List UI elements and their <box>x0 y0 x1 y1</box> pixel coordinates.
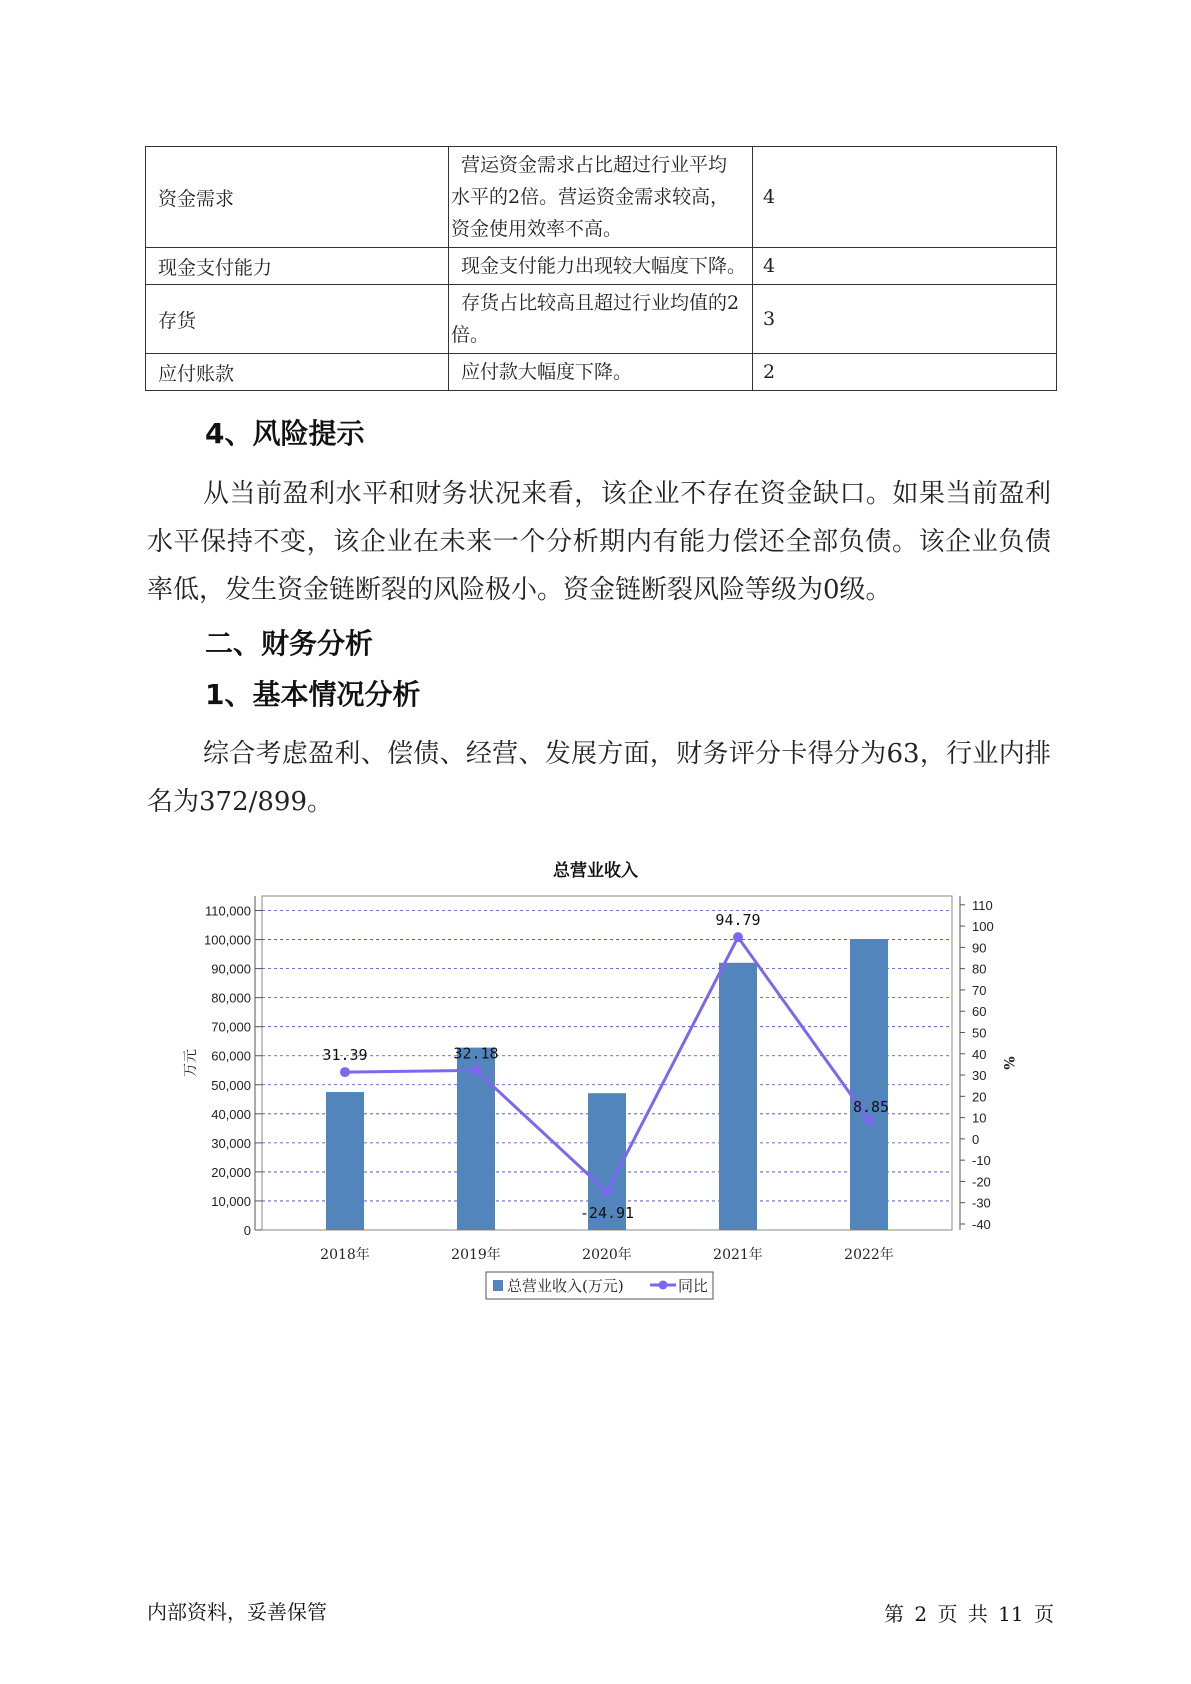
risk-description-line: 水平的2倍。营运资金需求较高， <box>451 186 730 208</box>
basic-paragraph: 综合考虑盈利、偿债、经营、发展方面，财务评分卡得分为63，行业内排名为372/899。 <box>147 739 1051 817</box>
yoy-point <box>864 1115 874 1125</box>
risk-score: 4 <box>753 147 1057 248</box>
risk-item: 应付账款 <box>146 354 449 391</box>
y-axis-label: 万元 <box>183 1049 199 1077</box>
risk-description-line: 倍。 <box>451 324 490 346</box>
y2-tick-label: 80 <box>972 961 987 977</box>
footer-page-number: 第 2 页 共 11 页 <box>884 1602 1054 1626</box>
risk-paragraph: 从当前盈利水平和财务状况来看，该企业不存在资金缺口。如果当前盈利水平保持不变，该企业在未来一个分析期内有能力偿还全部负债。该企业负债率低，发生资金链断裂的风险极小。资金链断裂风险等级为0级。 <box>147 479 1051 605</box>
y2-tick-label: 90 <box>972 940 987 956</box>
yoy-point <box>340 1067 350 1077</box>
chart-title: 总营业收入 <box>553 861 638 881</box>
y2-tick-label: 30 <box>972 1068 987 1084</box>
legend-line-marker <box>659 1281 668 1290</box>
y2-tick-label: -20 <box>972 1174 991 1190</box>
risk-score: 2 <box>753 354 1057 391</box>
y2-tick-label: 10 <box>972 1110 987 1126</box>
y-tick-label: 40,000 <box>211 1106 251 1122</box>
y-tick-label: 80,000 <box>211 990 251 1006</box>
risk-item: 资金需求 <box>146 147 449 248</box>
y2-tick-label: 100 <box>972 919 994 935</box>
y-tick-label: 100,000 <box>204 932 251 948</box>
risk-description-line: 现金支付能力出现较大幅度下降。 <box>461 255 747 277</box>
y-tick-label: 60,000 <box>211 1048 251 1064</box>
risk-description-line: 资金使用效率不高。 <box>451 218 623 240</box>
y2-tick-label: -30 <box>972 1195 991 1211</box>
yoy-point <box>733 932 743 942</box>
y-tick-label: 30,000 <box>211 1135 251 1151</box>
x-tick-label: 2022年 <box>844 1247 894 1263</box>
y-tick-label: 110,000 <box>204 903 251 919</box>
y2-tick-label: 20 <box>972 1089 987 1105</box>
x-tick-label: 2020年 <box>582 1247 632 1263</box>
yoy-data-label: -24.91 <box>579 1203 635 1222</box>
y-tick-label: 0 <box>243 1223 251 1238</box>
risk-description-line: 营运资金需求占比超过行业平均 <box>461 154 728 176</box>
risk-heading: 4、风险提示 <box>205 417 365 450</box>
yoy-data-label: 8.85 <box>852 1098 890 1117</box>
y2-tick-label: 70 <box>972 982 987 998</box>
y-tick-label: 10,000 <box>211 1193 251 1209</box>
yoy-data-label: 31.39 <box>322 1046 368 1065</box>
x-tick-label: 2018年 <box>320 1247 370 1263</box>
yoy-data-label: 94.79 <box>715 911 761 930</box>
y2-tick-label: 0 <box>972 1131 980 1147</box>
y2-tick-label: -40 <box>972 1217 991 1232</box>
y2-tick-label: 40 <box>972 1046 987 1062</box>
y2-tick-label: 110 <box>972 897 993 913</box>
footer-confidential: 内部资料，妥善保管 <box>147 1600 327 1624</box>
y2-axis-label: % <box>1000 1056 1016 1070</box>
risk-description-line: 存货占比较高且超过行业均值的2 <box>461 292 740 314</box>
risk-description-line: 应付款大幅度下降。 <box>461 361 633 383</box>
y-tick-label: 50,000 <box>211 1077 251 1093</box>
legend-line-label: 同比 <box>678 1277 709 1295</box>
legend-bar-swatch <box>493 1280 503 1291</box>
y-tick-label: 20,000 <box>211 1164 251 1180</box>
yoy-data-label: 32.18 <box>453 1044 499 1063</box>
legend-bar-label: 总营业收入(万元) <box>507 1277 624 1295</box>
risk-item: 存货 <box>146 285 449 354</box>
yoy-point <box>471 1065 481 1075</box>
basic-heading: 1、基本情况分析 <box>205 678 421 711</box>
risk-item: 现金支付能力 <box>146 248 449 285</box>
risk-score: 4 <box>753 248 1057 285</box>
x-tick-label: 2021年 <box>713 1247 763 1263</box>
x-tick-label: 2019年 <box>451 1247 501 1263</box>
y-tick-label: 70,000 <box>211 1019 251 1035</box>
y-tick-label: 90,000 <box>211 961 251 977</box>
finance-heading: 二、财务分析 <box>205 627 374 660</box>
revenue-bar <box>719 963 757 1230</box>
risk-score: 3 <box>753 285 1057 354</box>
y2-tick-label: 50 <box>972 1025 987 1041</box>
revenue-bar <box>850 939 888 1230</box>
y2-tick-label: -10 <box>972 1153 991 1169</box>
y2-tick-label: 60 <box>972 1004 987 1020</box>
revenue-bar <box>326 1092 364 1230</box>
yoy-point <box>602 1187 612 1197</box>
